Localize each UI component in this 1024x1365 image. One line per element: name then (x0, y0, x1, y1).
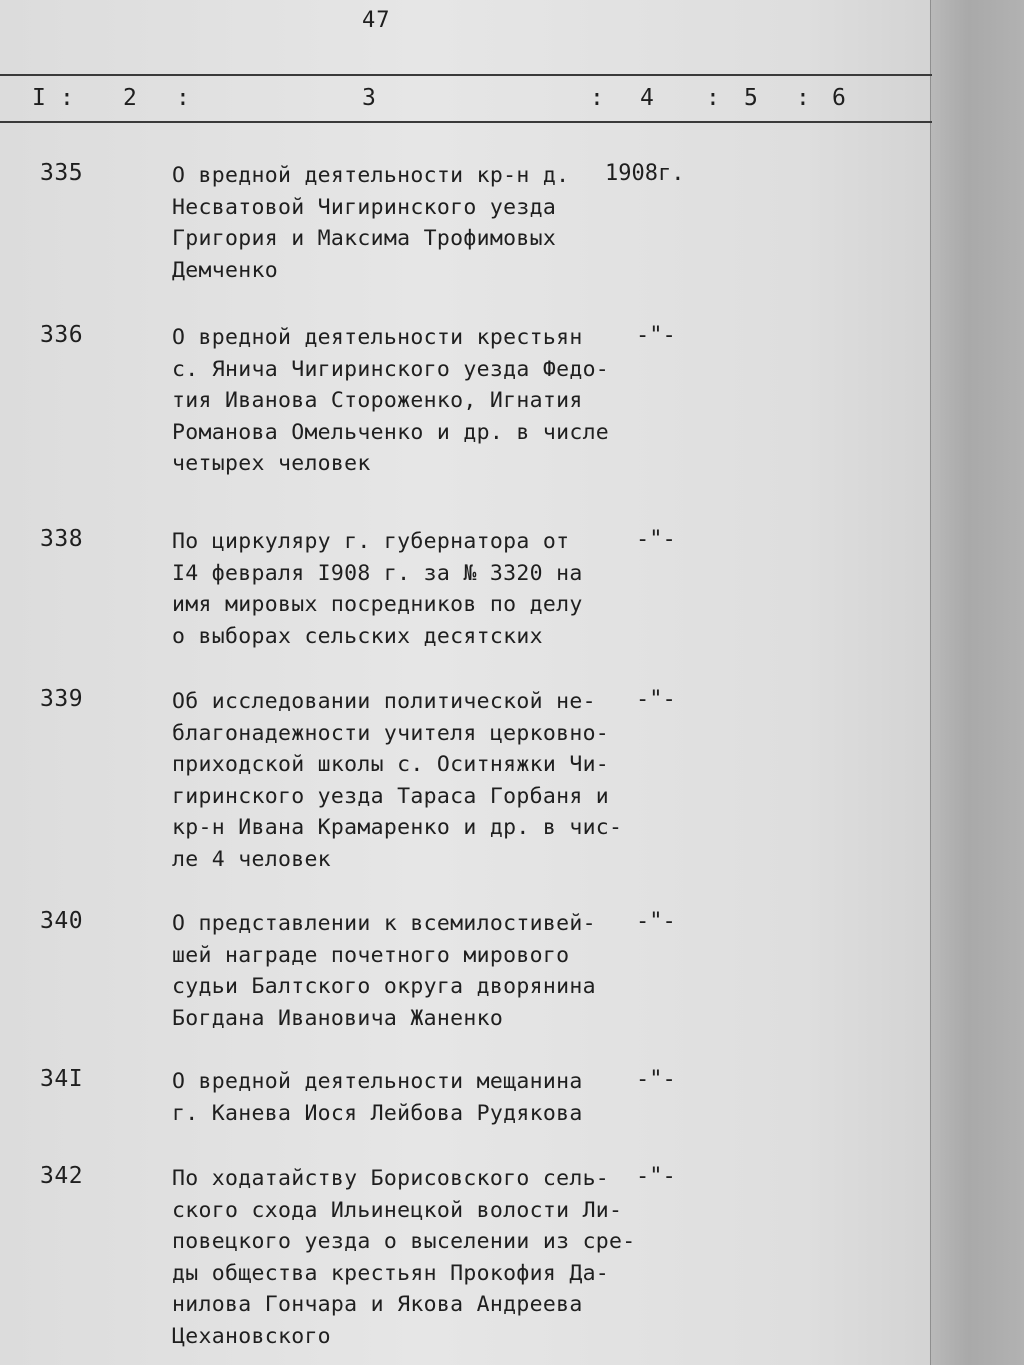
description-line: Богдана Ивановича Жаненко (172, 1005, 504, 1031)
description-line: тия Иванова Стороженко, Игнатия (172, 388, 583, 413)
column-header-4: 4 (640, 85, 654, 111)
entry-date-ditto: -"- (636, 1164, 676, 1189)
entry-date-ditto: -"- (636, 687, 676, 712)
entry-date-ditto: -"- (636, 527, 676, 552)
description-line: О вредной деятельности кр-н д. (172, 163, 570, 188)
column-separator: : (60, 85, 74, 111)
description-line: I4 февраля I908 г. за № 3320 на (172, 560, 583, 586)
entry-description (172, 686, 622, 875)
description-line: Несватовой Чигиринского уезда (172, 194, 557, 220)
description-line: приходской школы с. Оситняжки Чи- (172, 752, 610, 777)
page-number: 47 (362, 8, 391, 33)
entry-date-ditto: -"- (636, 1067, 676, 1092)
header-rule-bottom (0, 121, 932, 123)
column-separator: : (590, 85, 604, 111)
header-rule-top (0, 74, 932, 76)
entry-number: 342 (40, 1163, 84, 1189)
description-line: О представлении к всемилостивей- (172, 911, 596, 936)
entry-description (172, 526, 622, 652)
column-separator: : (176, 85, 190, 111)
description-line: гиринского уезда Тараса Горбаня и (172, 783, 610, 809)
description-line: Цехановского (172, 1323, 331, 1349)
description-line: г. Канева Иося Лейбова Рудякова (172, 1100, 583, 1126)
column-header-5: 5 (744, 85, 758, 111)
entry-number: 335 (40, 160, 84, 186)
entry-number: 336 (40, 322, 84, 348)
page-edge-shadow (930, 0, 1024, 1365)
entry-description (172, 322, 622, 480)
description-line: шей награде почетного мирового (172, 942, 570, 968)
description-line: четырех человек (172, 451, 371, 476)
description-line: По циркуляру г. губернатора от (172, 529, 570, 554)
entry-description (172, 1163, 636, 1352)
description-line: ле 4 человек (172, 846, 331, 872)
column-header-3: 3 (362, 85, 376, 111)
description-line: с. Янича Чигиринского уезда Федо- (172, 356, 610, 382)
column-separator: : (796, 85, 810, 111)
description-line: ского схода Ильинецкой волости Ли- (172, 1197, 623, 1223)
entry-number: 34I (40, 1066, 84, 1092)
description-line: о выборах сельских десятских (172, 623, 543, 649)
entry-number: 340 (40, 908, 84, 934)
description-line: нилова Гончара и Якова Андреева (172, 1292, 583, 1317)
column-header-1: I (32, 85, 46, 111)
entry-number: 339 (40, 686, 84, 712)
description-line: имя мировых посредников по делу (172, 592, 583, 617)
description-line: судьи Балтского округа дворянина (172, 974, 596, 999)
entry-description (172, 908, 622, 1034)
description-line: О вредной деятельности мещанина (172, 1069, 583, 1094)
column-separator: : (706, 85, 720, 111)
column-header-2: 2 (123, 85, 137, 111)
description-line: Романова Омельченко и др. в числе (172, 419, 610, 445)
entry-number: 338 (40, 526, 84, 552)
entry-date-ditto: -"- (636, 323, 676, 348)
description-line: повецкого уезда о выселении из сре- (172, 1229, 636, 1254)
entry-description (172, 1066, 622, 1129)
description-line: По ходатайству Борисовского сель- (172, 1166, 610, 1191)
description-line: благонадежности учителя церковно- (172, 720, 610, 746)
description-line: Демченко (172, 257, 278, 283)
entry-description (172, 160, 622, 286)
description-line: Григория и Максима Трофимовых (172, 226, 557, 251)
entry-date-ditto: -"- (636, 909, 676, 934)
column-header-6: 6 (832, 85, 846, 111)
entry-date: 1908г. (605, 161, 685, 186)
description-line: ды общества крестьян Прокофия Да- (172, 1260, 610, 1286)
description-line: кр-н Ивана Крамаренко и др. в чис- (172, 815, 623, 840)
description-line: Об исследовании политической не- (172, 689, 596, 714)
description-line: О вредной деятельности крестьян (172, 325, 583, 350)
